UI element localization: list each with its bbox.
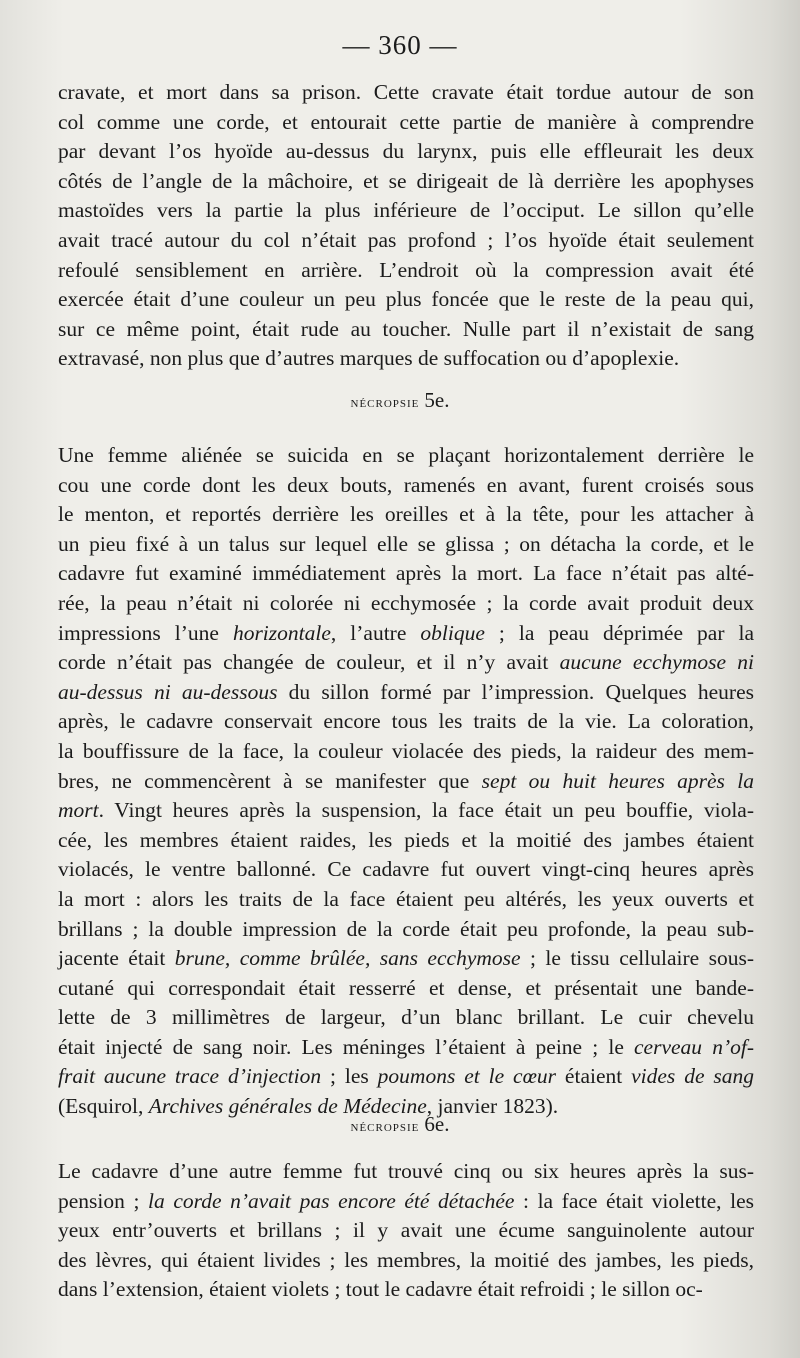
text-line: Le cadavre d’une autre femme fut trouvé cinq ou six heures après la sus- <box>58 1159 754 1183</box>
text-line: refoulé sensiblement en arrière. L’endroit où la compression avait été <box>58 257 754 282</box>
text-line: col comme une corde, et entourait cette partie de manière à comprendre <box>58 109 754 134</box>
text-line: pension ; la corde n’avait pas encore été détachée : la face était violette, les <box>58 1188 754 1213</box>
text-line: au-dessus ni au-dessous du sillon formé par l’impression. Quelques heures <box>58 679 754 704</box>
text-line: extravasé, non plus que d’autres marques de suffocation ou d’apoplexie. <box>58 346 680 371</box>
text-line: cravate, et mort dans sa prison. Cette cravate était tordue autour de son <box>58 80 754 104</box>
paragraph-3 <box>58 1157 754 1305</box>
text-line: lette de 3 millimètres de largeur, d’un blanc brillant. Le cuir chevelu <box>58 1005 754 1030</box>
text-line: bres, ne commencèrent à se manifester que sept ou huit heures après la <box>58 768 754 793</box>
text-line: mort. Vingt heures après la suspension, la face était un peu bouffie, viola- <box>58 798 754 823</box>
text-line: yeux entr’ouverts et brillans ; il y avait une écume sanguinolente autour <box>58 1218 754 1243</box>
text-line: cée, les membres étaient raides, les pieds et la moitié des jambes étaient <box>58 827 754 852</box>
text-line: mastoïdes vers la partie la plus inférieure de l’occiput. Le sillon qu’elle <box>58 198 754 223</box>
text-line: après, le cadavre conservait encore tous les traits de la vie. La coloration, <box>58 709 754 734</box>
text-line: avait tracé autour du col n’était pas profond ; l’os hyoïde était seulement <box>58 227 754 252</box>
text-line: violacés, le ventre ballonné. Ce cadavre fut ouvert vingt-cinq heures après <box>58 857 754 882</box>
section-heading-5 <box>0 388 800 413</box>
section-heading-6 <box>0 1112 800 1137</box>
text-line: la bouffissure de la face, la couleur violacée des pieds, la raideur des mem- <box>58 738 754 763</box>
heading-number: 6e. <box>424 1112 450 1136</box>
text-line: corde n’était pas changée de couleur, et il n’y avait aucune ecchymose ni <box>58 650 755 675</box>
text-line: rée, la peau n’était ni colorée ni ecchymosée ; la corde avait produit deux <box>58 590 754 615</box>
text-line: impressions l’une horizontale, l’autre oblique ; la peau déprimée par la <box>58 620 755 645</box>
paragraph-2 <box>58 441 754 1122</box>
text-line: sur ce même point, était rude au toucher. Nulle part il n’existait de sang <box>58 316 754 341</box>
text-line: la mort : alors les traits de la face étaient peu altérés, les yeux ouverts et <box>58 886 754 911</box>
text-line: un pieu fixé à un talus sur lequel elle se glissa ; on détacha la corde, et le <box>58 531 754 556</box>
text-line: cou une corde dont les deux bouts, ramenés en avant, furent croisés sous <box>58 472 754 497</box>
text-line: cutané qui correspondait était resserré et dense, et présentait une bande- <box>58 975 754 1000</box>
text-line: (Esquirol, Archives générales de Médecine, janvier 1823). <box>58 1094 559 1119</box>
heading-label: nécropsie <box>350 394 420 411</box>
paragraph-1 <box>58 78 754 374</box>
text-line: frait aucune trace d’injection ; les poumons et le cœur étaient vides de sang <box>58 1064 754 1089</box>
text-line: dans l’extension, étaient violets ; tout le cadavre était refroidi ; le sillon oc- <box>58 1277 703 1302</box>
text-line: le menton, et reportés derrière les oreilles et à la tête, pour les attacher à <box>58 502 754 527</box>
text-line: par devant l’os hyoïde au-dessus du larynx, puis elle effleurait les deux <box>58 139 754 164</box>
text-line: exercée était d’une couleur un peu plus foncée que le reste de la peau qui, <box>58 287 754 312</box>
text-line: cadavre fut examiné immédiatement après la mort. La face n’était pas alté- <box>58 561 754 586</box>
text-line: Une femme aliénée se suicida en se plaçant horizontalement derrière le <box>58 443 754 467</box>
heading-label: nécropsie <box>350 1118 420 1135</box>
page-number: — 360 — <box>342 30 458 60</box>
text-line: brillans ; la double impression de la corde était peu profonde, la peau sub- <box>58 916 754 941</box>
text-line: côtés de l’angle de la mâchoire, et se dirigeait de là derrière les apophyses <box>58 168 754 193</box>
text-line: était injecté de sang noir. Les méninges l’étaient à peine ; le cerveau n’of- <box>58 1034 754 1059</box>
text-line: jacente était brune, comme brûlée, sans ecchymose ; le tissu cellulaire sous- <box>58 946 754 971</box>
text-line: des lèvres, qui étaient livides ; les membres, la moitié des jambes, les pieds, <box>58 1247 754 1272</box>
heading-number: 5e. <box>424 388 450 412</box>
